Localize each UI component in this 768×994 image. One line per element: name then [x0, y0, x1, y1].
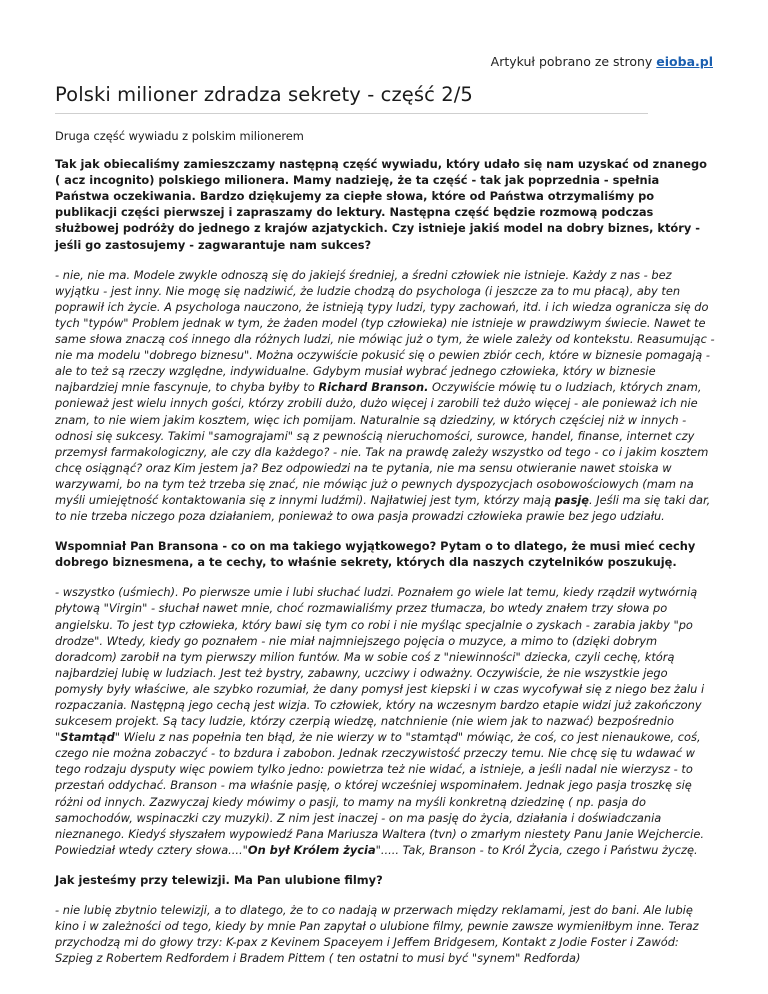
answer2-text-2: " Wielu z nas popełnia ten błąd, że nie wierzy w to "stamtąd" mówiąc, że coś, co jest nienaukowe, coś, czego nie można zobaczyć - to bzdura i zabobon. Jednak rzeczywistość przeczy temu. Nie chcę się tu wdawać w tego rodzaju dysputy więc powiem tylko jedno: powietrza też nie widać, a istnieje, a jeśli nadal nie wierzysz - to przestań oddychać. Branson - ma właśnie pasję, o której wcześniej wspominałem. Jednak jego pasja troszkę się różni od innych. Zazwyczaj kiedy mówimy o pasji, to mamy na myśli konkretną dziedzinę ( np. pasja do samochodów, wspinaczki czy muzyki). Z nim jest inaczej - on ma pasję do życia, działania i doświadczania nieznanego. Kiedyś słyszałem wypowiedź Pana Mariusza Waltera (tvn) o zmarłym niestety Panu Janie Wejchercie. Powiedział wtedy cztery słowa...." — [55, 730, 704, 857]
source-prefix: Artykuł pobrano ze strony — [490, 54, 657, 69]
source-attribution — [491, 54, 713, 69]
page-title: Polski milioner zdradza sekrety - część 2/5 — [55, 83, 473, 106]
title-divider — [55, 113, 648, 114]
answer2-bold-1: Stamtąd — [60, 730, 115, 745]
answer1-text-1: - nie, nie ma. Modele zwykle odnoszą się do jakiejś średniej, a średni człowiek nie istnieje. Każdy z nas - bez wyjątku - jest inny. Nie mogę się nadziwić, że ludzie chodzą do psychologa (i jeszcze za to mu płacą), aby ten poprawił ich życie. A psychologa nauczono, że istnieją typy ludzi, typy zachowań, itd. i ich wiedza ogranicza się do tych "typów" Problem jednak w tym, że żaden model (typ człowieka) nie istnieje w prawdziwym świecie. Nawet te same słowa znaczą coś innego dla różnych ludzi, nie mówiąc już o tym, że wiele zależy od kontekstu. Reasumując - nie ma modelu "dobrego biznesu". Można oczywiście pokusić się o pewien zbiór cech, które w biznesie pomagają - ale to też są rzeczy względne, indywidualne. Gdybym musiał wybrać jednego człowieka, który w biznesie najbardziej mnie fascynuje, to chyba byłby to — [55, 267, 715, 395]
answer-paragraph-1 — [55, 267, 715, 525]
article-subtitle: Druga część wywiadu z polskim milionerem — [55, 129, 304, 143]
answer1-text-3: . Jeśli ma się taki dar, to nie trzeba niczego poza działaniem, ponieważ to owa pasja prowadzi człowieka prawie bez jego udziału. — [55, 492, 711, 524]
answer-paragraph-3: - nie lubię zbytnio telewizji, a to dlatego, że to co nadają w przerwach między reklamami, jest do bani. Ale lubię kino i w zależności od tego, kiedy by mnie Pan zapytał o ulubione filmy, pewnie zawsze wymieniłbym inne. Teraz przychodzą mi do głowy trzy: K-pax z Kevinem Spaceyem i Jeffem Bridgesem, Kontakt z Jodie Foster i Zawód: Szpieg z Robertem Redfordem i Bradem Pittem ( ten ostatni to musi być "synem" Redforda) — [55, 903, 699, 966]
answer1-text-2: Oczywiście mówię tu o ludziach, których znam, ponieważ jest wielu innych gości, którzy zrobili dużo, dużo więcej i zarobili też dużo więcej - ale ponieważ ich nie znam, to nie wiem jakim kosztem, więc ich pomijam. Naturalnie są dziedziny, w których częściej niż w innych - odnosi się sukcesy. Takimi "samograjami" są z pewnością nieruchomości, surowce, handel, finanse, internet czy przemysł farmakologiczny, ale czy dla każdego? - nie. Tak na prawdę zależy wszystko od tego - co i jakim kosztem chcę osiągnąć? oraz Kim jestem ja? Bez odpowiedzi na te pytania, nie ma sensu otwieranie nawet stoiska w warzywami, bo na tym też trzeba się znać, nie mówiąc już o pewnych dyspozycjach osobowościowych (mam na myśli umiejętność kontaktowania się z innymi ludźmi). Najłatwiej jest tym, którzy mają — [55, 380, 709, 507]
answer-paragraph-2 — [55, 584, 715, 858]
question-3: Jak jesteśmy przy telewizji. Ma Pan ulubione filmy? — [55, 872, 383, 887]
question-2: Wspomniał Pan Bransona - co on ma takiego wyjątkowego? Pytam o to dlatego, że musi mieć cechy dobrego biznesmena, a te cechy, to właśnie sekrety, których dla naszych czytelników poszukuję. — [55, 539, 696, 570]
answer2-text-1: - wszystko (uśmiech). Po pierwsze umie i lubi słuchać ludzi. Poznałem go wiele lat temu, kiedy rządził wytwórnią płytową "Virgin" - słuchał nawet mnie, choć rozmawialiśmy przez tłumacza, bo wtedy znałem trzy słowa po angielsku. To jest typ człowieka, który bawi się tym co robi i nie myśląc specjalnie o zyskach - zarabia jakby "po drodze". Wtedy, kiedy go poznałem - nie miał najmniejszego pojęcia o muzyce, a mimo to (dzięki dobrym doradcom) zarobił na tym pierwszy milion funtów. Ma w sobie coś z "niewinności" dziecka, czyli cechę, którą najbardziej lubię w ludziach. Jest też bystry, zabawny, uczciwy i odważny. Oczywiście, że nie wszystkie jego pomysły były właściwe, ale szybko rozumiał, że dany pomysł jest kiepski i w czas wycofywał się z niego bez żalu i rozpaczania. Następną jego cechą jest wizja. To człowiek, który na wczesnym bardzo etapie widzi już zakończony sukcesem projekt. Są tacy ludzie, którzy czerpią wiedzę, natchnienie (nie wiem jak to nazwać) bezpośrednio " — [55, 585, 705, 745]
answer1-bold-2: pasję — [554, 492, 590, 507]
intro-question: Tak jak obiecaliśmy zamieszczamy następną część wywiadu, który udało się nam uzyskać od znanego ( acz incognito) polskiego milionera. Mamy nadzieję, że ta część - tak jak poprzednia - spełnia Państwa oczekiwania. Bardzo dziękujemy za ciepłe słowa, które od Państwa otrzymaliśmy po publikacji części pierwszej i zapraszamy do lektury. Następna część będzie rozmową podczas służbowej podróży do jednego z krajów azjatyckich. Czy istnieje jakiś model na dobry biznes, który - jeśli go zastosujemy - zagwarantuje nam sukces? — [55, 157, 707, 252]
answer1-bold-1: Richard Branson. — [318, 380, 429, 395]
answer2-bold-2: On był Królem życia — [247, 842, 376, 857]
answer2-text-3: "..... Tak, Branson - to Król Życia, czego i Państwu życzę. — [375, 842, 698, 857]
article-body — [55, 128, 715, 980]
source-link[interactable]: eioba.pl — [656, 54, 713, 69]
